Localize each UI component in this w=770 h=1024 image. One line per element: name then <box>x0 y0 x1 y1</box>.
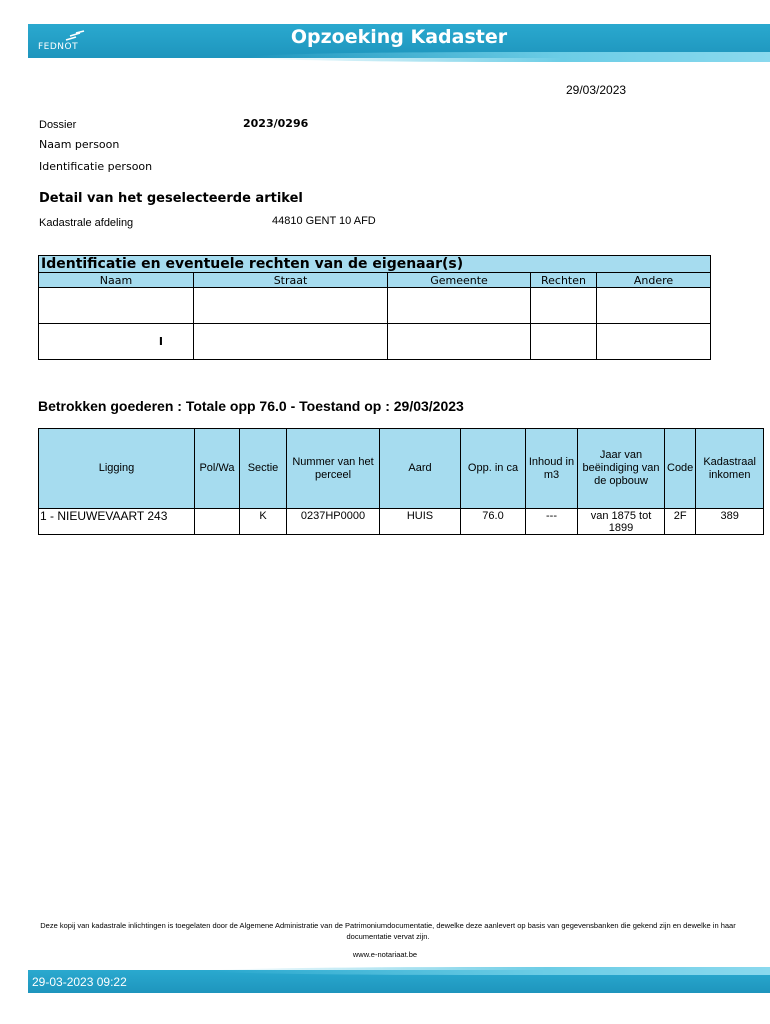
owner-andere-cell <box>597 288 711 324</box>
goods-col-inhoud: Inhoud in m3 <box>526 429 578 509</box>
owner-straat-cell <box>194 324 388 360</box>
kadastrale-afdeling-value: 44810 GENT 10 AFD <box>272 215 376 227</box>
owner-naam-cell <box>39 324 194 360</box>
table-row <box>39 324 711 360</box>
goods-inhoud-cell: --- <box>526 509 578 535</box>
goods-opp-cell: 76.0 <box>461 509 526 535</box>
owners-col-naam: Naam <box>39 273 194 288</box>
goods-col-ligging: Ligging <box>39 429 195 509</box>
goods-inkomen-cell: 389 <box>696 509 764 535</box>
goods-col-opp: Opp. in ca <box>461 429 526 509</box>
header-banner <box>28 24 770 58</box>
owner-rechten-cell <box>531 288 597 324</box>
goods-jaar-cell: van 1875 tot 1899 <box>578 509 665 535</box>
header-swoosh <box>250 52 770 62</box>
goods-ligging-cell: 1 - NIEUWEVAART 243 <box>39 509 195 535</box>
owners-col-straat: Straat <box>194 273 388 288</box>
owners-col-gemeente: Gemeente <box>388 273 531 288</box>
goods-polwa-cell <box>195 509 240 535</box>
goods-col-polwa: Pol/Wa <box>195 429 240 509</box>
owner-andere-cell <box>597 324 711 360</box>
goods-col-inkomen: Kadastraal inkomen <box>696 429 764 509</box>
kadastrale-afdeling-label: Kadastrale afdeling <box>39 217 134 229</box>
goods-aard-cell: HUIS <box>380 509 461 535</box>
page-title: Opzoeking Kadaster <box>290 26 508 48</box>
goods-col-code: Code <box>665 429 696 509</box>
naam-persoon-label: Naam persoon <box>39 138 120 151</box>
owner-rechten-cell <box>531 324 597 360</box>
table-row <box>39 509 764 535</box>
owner-gemeente-cell <box>388 288 531 324</box>
logo-text: FEDNOT <box>38 42 79 52</box>
owners-col-rechten: Rechten <box>531 273 597 288</box>
owner-naam-cell <box>39 288 194 324</box>
goods-col-perceel: Nummer van het perceel <box>287 429 380 509</box>
owners-header-row <box>39 273 711 288</box>
goods-col-aard: Aard <box>380 429 461 509</box>
identificatie-persoon-label: Identificatie persoon <box>39 160 153 173</box>
footer-timestamp: 29-03-2023 09:22 <box>32 975 127 989</box>
owners-col-andere: Andere <box>597 273 711 288</box>
goods-sectie-cell: K <box>240 509 287 535</box>
footer-url: www.e-notariaat.be <box>352 950 418 959</box>
detail-section-title: Detail van het geselecteerde artikel <box>39 191 303 206</box>
goods-col-sectie: Sectie <box>240 429 287 509</box>
owner-naam-text: I <box>158 335 163 348</box>
goods-col-jaar: Jaar van beëindiging van de opbouw <box>578 429 665 509</box>
footer-swoosh <box>210 967 770 975</box>
goods-perceel-cell: 0237HP0000 <box>287 509 380 535</box>
goods-header-row <box>39 429 764 509</box>
footer-disclaimer: Deze kopij van kadastrale inlichtingen is toegelaten door de Algemene Administratie van de Patrimoniumdocumentatie, dewelke deze aanlevert op basis van gegevensbanken die gekend zijn en dewelke in haar documentatie vervat zijn. <box>40 921 736 941</box>
footer-bar <box>28 970 770 993</box>
goods-section-title: Betrokken goederen : Totale opp 76.0 - Toestand op : 29/03/2023 <box>38 398 464 414</box>
dossier-value: 2023/0296 <box>243 117 309 130</box>
owners-table <box>38 255 711 360</box>
table-row <box>39 288 711 324</box>
owners-table-caption: Identificatie en eventuele rechten van de eigenaar(s) <box>39 256 711 273</box>
owner-gemeente-cell <box>388 324 531 360</box>
dossier-label: Dossier <box>39 119 77 131</box>
goods-code-cell: 2F <box>665 509 696 535</box>
owner-straat-cell <box>194 288 388 324</box>
goods-table <box>38 428 764 535</box>
document-date: 29/03/2023 <box>566 83 627 97</box>
